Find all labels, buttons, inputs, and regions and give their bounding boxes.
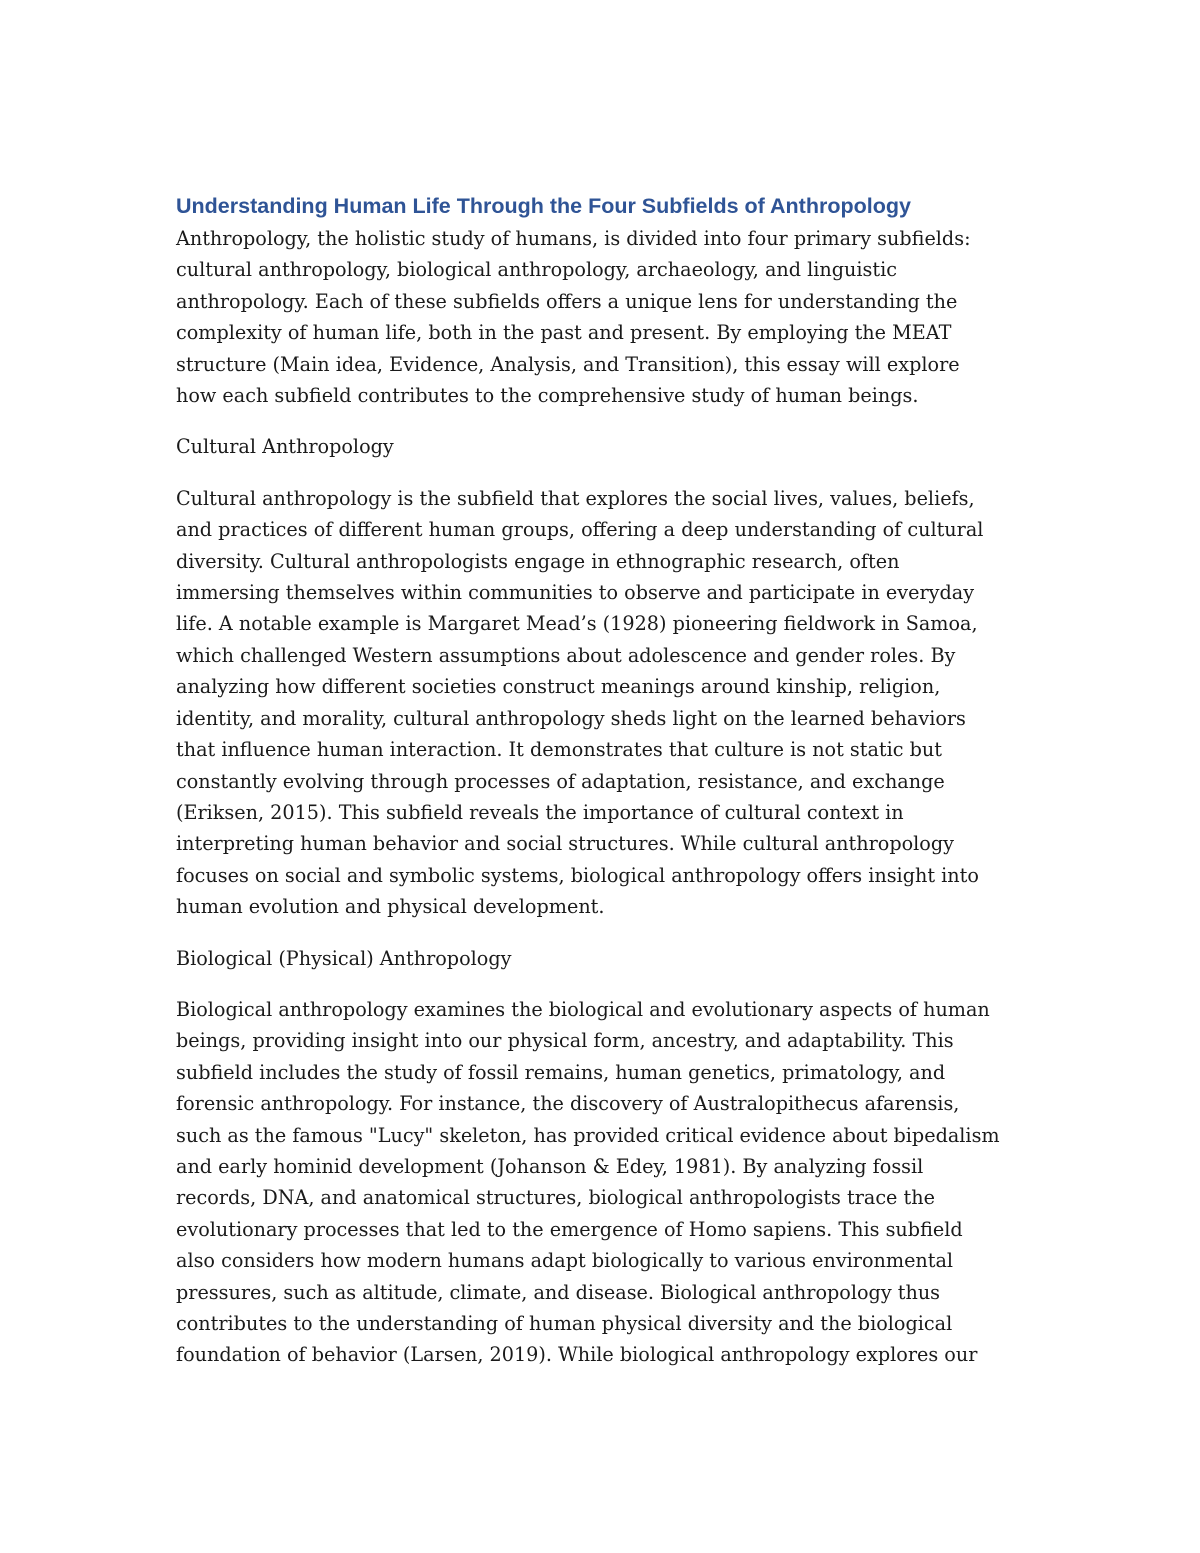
document-body — [176, 191, 1028, 1391]
paragraph-line: forensic anthropology. For instance, the discovery of Australopithecus afarensis, — [176, 1092, 960, 1116]
paragraph-line: which challenged Western assumptions about adolescence and gender roles. By — [176, 643, 956, 667]
document-title: Understanding Human Life Through the Four Subfields of Anthropology — [176, 194, 911, 218]
paragraph-line: contributes to the understanding of human physical diversity and the biological — [176, 1312, 953, 1335]
paragraph-line: pressures, such as altitude, climate, and disease. Biological anthropology thus — [176, 1280, 941, 1304]
intro-line: complexity of human life, both in the past and present. By employing the MEAT — [176, 321, 952, 345]
paragraph-line: constantly evolving through processes of adaptation, resistance, and exchange — [176, 769, 945, 793]
paragraph-line: immersing themselves within communities to observe and participate in everyday — [176, 581, 975, 605]
intro-line: Anthropology, the holistic study of humans, is divided into four primary subfields: — [176, 227, 971, 250]
paragraph-line: records, DNA, and anatomical structures, biological anthropologists trace the — [176, 1186, 935, 1210]
section-paragraph-biological — [176, 994, 1028, 1371]
paragraph-line: identity, and morality, cultural anthropology sheds light on the learned behaviors — [176, 706, 966, 730]
section-heading-cultural: Cultural Anthropology — [176, 435, 394, 459]
intro-line: cultural anthropology, biological anthropology, archaeology, and linguistic — [176, 258, 897, 282]
intro-line: structure (Main idea, Evidence, Analysis, and Transition), this essay will explore — [176, 352, 960, 376]
paragraph-line: and practices of different human groups, offering a deep understanding of cultural — [176, 518, 984, 542]
intro-paragraph — [176, 223, 1028, 411]
paragraph-line: analyzing how different societies construct meanings around kinship, religion, — [176, 675, 941, 699]
paragraph-line: that influence human interaction. It demonstrates that culture is not static but — [176, 738, 942, 762]
paragraph-line: also considers how modern humans adapt biologically to various environmental — [176, 1249, 954, 1273]
paragraph-line: life. A notable example is Margaret Mead’s (1928) pioneering fieldwork in Samoa, — [176, 612, 978, 636]
paragraph-line: and early hominid development (Johanson & Edey, 1981). By analyzing fossil — [176, 1154, 924, 1178]
section-heading-biological: Biological (Physical) Anthropology — [176, 946, 512, 970]
paragraph-line: Biological anthropology examines the biological and evolutionary aspects of human — [176, 997, 990, 1021]
paragraph-line: diversity. Cultural anthropologists engage in ethnographic research, often — [176, 549, 900, 573]
paragraph-line: foundation of behavior (Larsen, 2019). While biological anthropology explores our — [176, 1343, 978, 1367]
paragraph-line: beings, providing insight into our physical form, ancestry, and adaptability. This — [176, 1029, 954, 1053]
paragraph-line: (Eriksen, 2015). This subfield reveals the importance of cultural context in — [176, 800, 904, 824]
paragraph-line: evolutionary processes that led to the emergence of Homo sapiens. This subfield — [176, 1217, 963, 1241]
paragraph-line: Cultural anthropology is the subfield that explores the social lives, values, beliefs, — [176, 486, 975, 510]
paragraph-line: human evolution and physical development. — [176, 895, 605, 919]
paragraph-line: such as the famous "Lucy" skeleton, has provided critical evidence about bipedalism — [176, 1123, 1000, 1147]
intro-line: how each subfield contributes to the comprehensive study of human beings. — [176, 384, 919, 408]
paragraph-line: subfield includes the study of fossil remains, human genetics, primatology, and — [176, 1060, 946, 1084]
paragraph-line: interpreting human behavior and social structures. While cultural anthropology — [176, 832, 954, 856]
intro-line: anthropology. Each of these subfields offers a unique lens for understanding the — [176, 289, 958, 313]
section-paragraph-cultural — [176, 483, 1028, 923]
paragraph-line: focuses on social and symbolic systems, biological anthropology offers insight into — [176, 863, 979, 887]
